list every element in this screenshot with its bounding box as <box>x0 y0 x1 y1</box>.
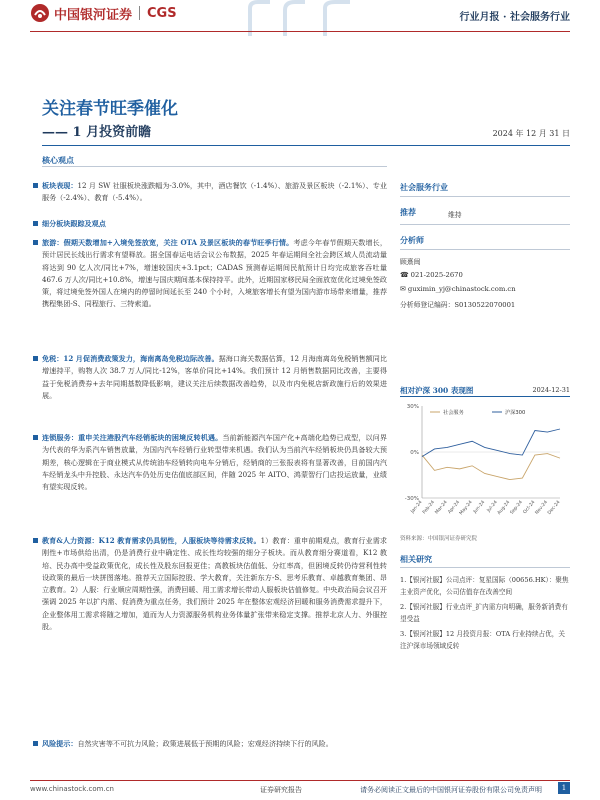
core-divider <box>42 166 387 167</box>
page-number: 1 <box>558 782 570 794</box>
chart-legend-label: 沪深300 <box>505 410 526 416</box>
analyst-phone <box>400 271 463 279</box>
related-divider <box>400 567 570 568</box>
paragraph-lead: 风险提示： <box>42 739 78 748</box>
report-category: 行业月报 · 社会服务行业 <box>459 12 570 23</box>
paragraph-text: 12 月 SW 社服板块涨跌幅为-3.0%，其中，酒店餐饮（-1.4%）、旅游及景区板块（-2.1%）、专业服务（-2.4%）、教育（-5.4%）。 <box>42 181 387 203</box>
chart-x-tick-label: Aug-24 <box>496 500 512 516</box>
paragraph-lead: 细分板块跟踪及观点 <box>42 219 106 228</box>
report-date: 2024 年 12 月 31 日 <box>492 129 570 138</box>
chart-title: 相对沪深 300 表现图 <box>400 386 474 395</box>
analyst-registration: 分析师登记编码：S0130522070001 <box>400 301 516 309</box>
chart-legend-label: 社会服务 <box>443 410 464 416</box>
paragraph-text: 当前新能源汽车国产化+高端化趋势已成型，以问界为代表的华为系汽车销售放量，为国内汽车经销行业转型带来机遇。我们认为当前汽车经销板块仍具备较大预期差，核心逻辑在于商业模式从传统油车经销转向电车分销后，经销商的三张报表将有显著改善，目前国内汽车经销龙头中升控股、永达汽车仍处历史估值底部区间，伴随 2025 年 AITO、鸿蒙智行门店投运放量，业绩有望实现反转。 <box>42 433 387 492</box>
bullet-icon <box>33 741 38 746</box>
paragraph-lead: 板块表现： <box>42 181 78 190</box>
logo-chinese: 中国银河证券 <box>54 7 133 23</box>
chart-x-tick-label: Nov-24 <box>534 500 549 516</box>
paragraph-lead: 旅游：假期天数增加+入境免签放宽，关注 OTA 及景区板块的春节旺季行情。 <box>42 238 294 247</box>
related-research-title: 相关研究 <box>400 554 432 564</box>
paragraph-subsector-heading <box>42 218 387 230</box>
email-icon: ✉ <box>400 285 408 293</box>
header-divider <box>30 31 570 32</box>
paragraph-text: 自然灾害等不可抗力风险；政策进展低于预期的风险；宏观经济持续下行的风险。 <box>77 739 333 748</box>
paragraph-lead: 免税：12 月促消费政策发力，海南离岛免税边际改善。 <box>42 354 219 363</box>
sidebar-divider <box>400 196 570 197</box>
chart-x-tick-label: Sep-24 <box>509 500 524 516</box>
chart-y-tick-label: 30% <box>406 404 419 410</box>
rating-value: 维持 <box>448 211 462 219</box>
footer-url[interactable]: www.chinastock.com.cn <box>30 785 114 793</box>
phone-text: 021-2025-2670 <box>410 271 463 279</box>
chart-y-tick-label: -30% <box>404 496 419 502</box>
bullet-icon <box>33 356 38 361</box>
chart-y-tick-label: 0% <box>410 450 419 456</box>
chart-x-tick-label: Dec-24 <box>547 500 562 516</box>
paragraph-text: 考虑今年春节假期天数增长，预计居民长线出行需求有望释放。据全国春运电话会议公布数据，2025 年春运期间全社会跨区域人员流动量将达到 90 亿人次/同比+7%，增速较国庆+3.1pct；CADAS 预测春运期间民航预计日均完成旅客吞吐量 467.6 万人次/同比+10.8%，增速与国庆期间基本保持持平。此外，近期国家移民局全面放宽优化过境免签政策，将过境免签外国人在境内的停留时间延长至 240 个小时，入境旅客增长有望为国内游市场带来增量，推荐携程集团-S、同程旅行、三特索道。 <box>42 238 387 309</box>
page-title: 关注春节旺季催化 <box>42 99 178 119</box>
bullet-icon <box>33 435 38 440</box>
bullet-icon <box>33 538 38 543</box>
paragraph-performance <box>42 180 387 205</box>
bullet-icon <box>33 240 38 245</box>
analyst-email[interactable] <box>400 285 516 293</box>
page-subtitle: —— 1 月投资前瞻 <box>42 125 152 140</box>
relative-performance-chart <box>400 398 570 532</box>
chart-x-tick-label: Apr-24 <box>447 500 462 515</box>
core-viewpoint-label: 核心观点 <box>42 155 74 165</box>
paragraph-risk <box>42 738 387 750</box>
paragraph-lead: 教育&人力资源：K12 教育需求仍具韧性，人服板块等待需求反转。 <box>42 536 261 545</box>
chart-divider <box>400 396 570 397</box>
paragraph-text: 1）教育：重申前期观点，教育行业需求刚性+市场供给出清，仍是消费行业中确定性、成长性均较强的细分子板块。而从教育细分赛道看，K12 教培、民办高中受益政策优化，成长性及股东回报更佳；高教板块估值低、分红率高，但困境反转仍待营利性转设政策的最后一块拼图落地。推荐天立国际控股、学大教育，关注新东方-S、思考乐教育、卓越教育集团、昂立教育。2）人服：行业顺应周期性强，消费回暖、用工需求增长带动人服板块估值修复。中央政治局会议召开强调 2025 年以扩内需、促消费为重点任务，我们预计 2025 年在整体宏观经济回暖和服务消费需求提升下，企业整体用工需求将随之增加，道而为人力资源服务机构业务体量扩张带来稳定支撑。推荐北京人力、外服控股。 <box>42 536 388 632</box>
paragraph-education-hr <box>42 535 387 633</box>
footer-report-type: 证券研究报告 <box>260 786 302 794</box>
sidebar-industry: 社会服务行业 <box>400 182 448 192</box>
rating-label: 推荐 <box>400 207 416 217</box>
paragraph-text: 据海口海关数据估算，12 月海南离岛免税销售额同比增速持平，购物人次 38.7 万人/同比-12%，客单价同比+14%。我们预计 12 月销售数据同比改善，主要得益于免税消费券+去年同期基数降低影响，建议关注后续数据改善趋势，以及市内免税店新政施行后的效果进展。 <box>42 354 387 400</box>
chart-series-line-0 <box>422 454 560 480</box>
chart-x-tick-label: Jun-24 <box>472 500 487 515</box>
footer-divider <box>30 780 570 781</box>
paragraph-duty-free <box>42 353 387 402</box>
chart-x-tick-label: Jan-24 <box>410 500 424 515</box>
chart-x-tick-label: May-24 <box>459 500 474 517</box>
sidebar-divider <box>400 249 570 250</box>
paragraph-lead: 连锁服务：重申关注港股汽车经销板块的困境反转机遇。 <box>42 433 223 442</box>
paragraph-chain-service <box>42 432 387 493</box>
bullet-icon <box>33 221 38 226</box>
company-logo <box>30 2 177 24</box>
title-divider <box>42 145 570 146</box>
bullet-icon <box>33 183 38 188</box>
logo-english: CGS <box>147 5 177 21</box>
chart-date: 2024-12-31 <box>532 386 570 394</box>
logo-divider <box>139 6 140 20</box>
sidebar-divider <box>400 224 570 225</box>
analyst-title: 分析师 <box>400 235 424 245</box>
chart-x-tick-label: Mar-24 <box>434 500 449 516</box>
related-item-2[interactable]: 2.【银河社服】行业点评_扩内需方向明确，服务新消费有望受益 <box>400 603 568 623</box>
chart-series-line-1 <box>422 429 560 457</box>
analyst-name: 顾熹闽 <box>400 258 421 266</box>
related-item-3[interactable]: 3.【银河社服】12 月投资月报：OTA 行业持续占优，关注沪深市场领域反转 <box>400 630 565 650</box>
phone-icon: ☎ <box>400 271 411 279</box>
chart-source: 资料来源：中国银河证券研究院 <box>400 536 478 542</box>
related-item-1[interactable]: 1.【银河社服】公司点评：复星国际（00656.HK）：聚焦主业资产优化，公司估值存在改善空间 <box>400 576 569 596</box>
logo-mark-icon <box>30 3 50 23</box>
email-text[interactable]: guximin_yj@chinastock.com.cn <box>407 285 516 293</box>
footer-disclaimer: 请务必阅读正文最后的中国银河证券股份有限公司免责声明 <box>360 786 542 794</box>
paragraph-tourism <box>42 237 387 311</box>
chart-x-tick-label: Jul-24 <box>486 500 499 514</box>
chart-x-tick-label: Oct-24 <box>522 500 537 516</box>
chart-x-tick-label: Feb-24 <box>422 500 437 516</box>
